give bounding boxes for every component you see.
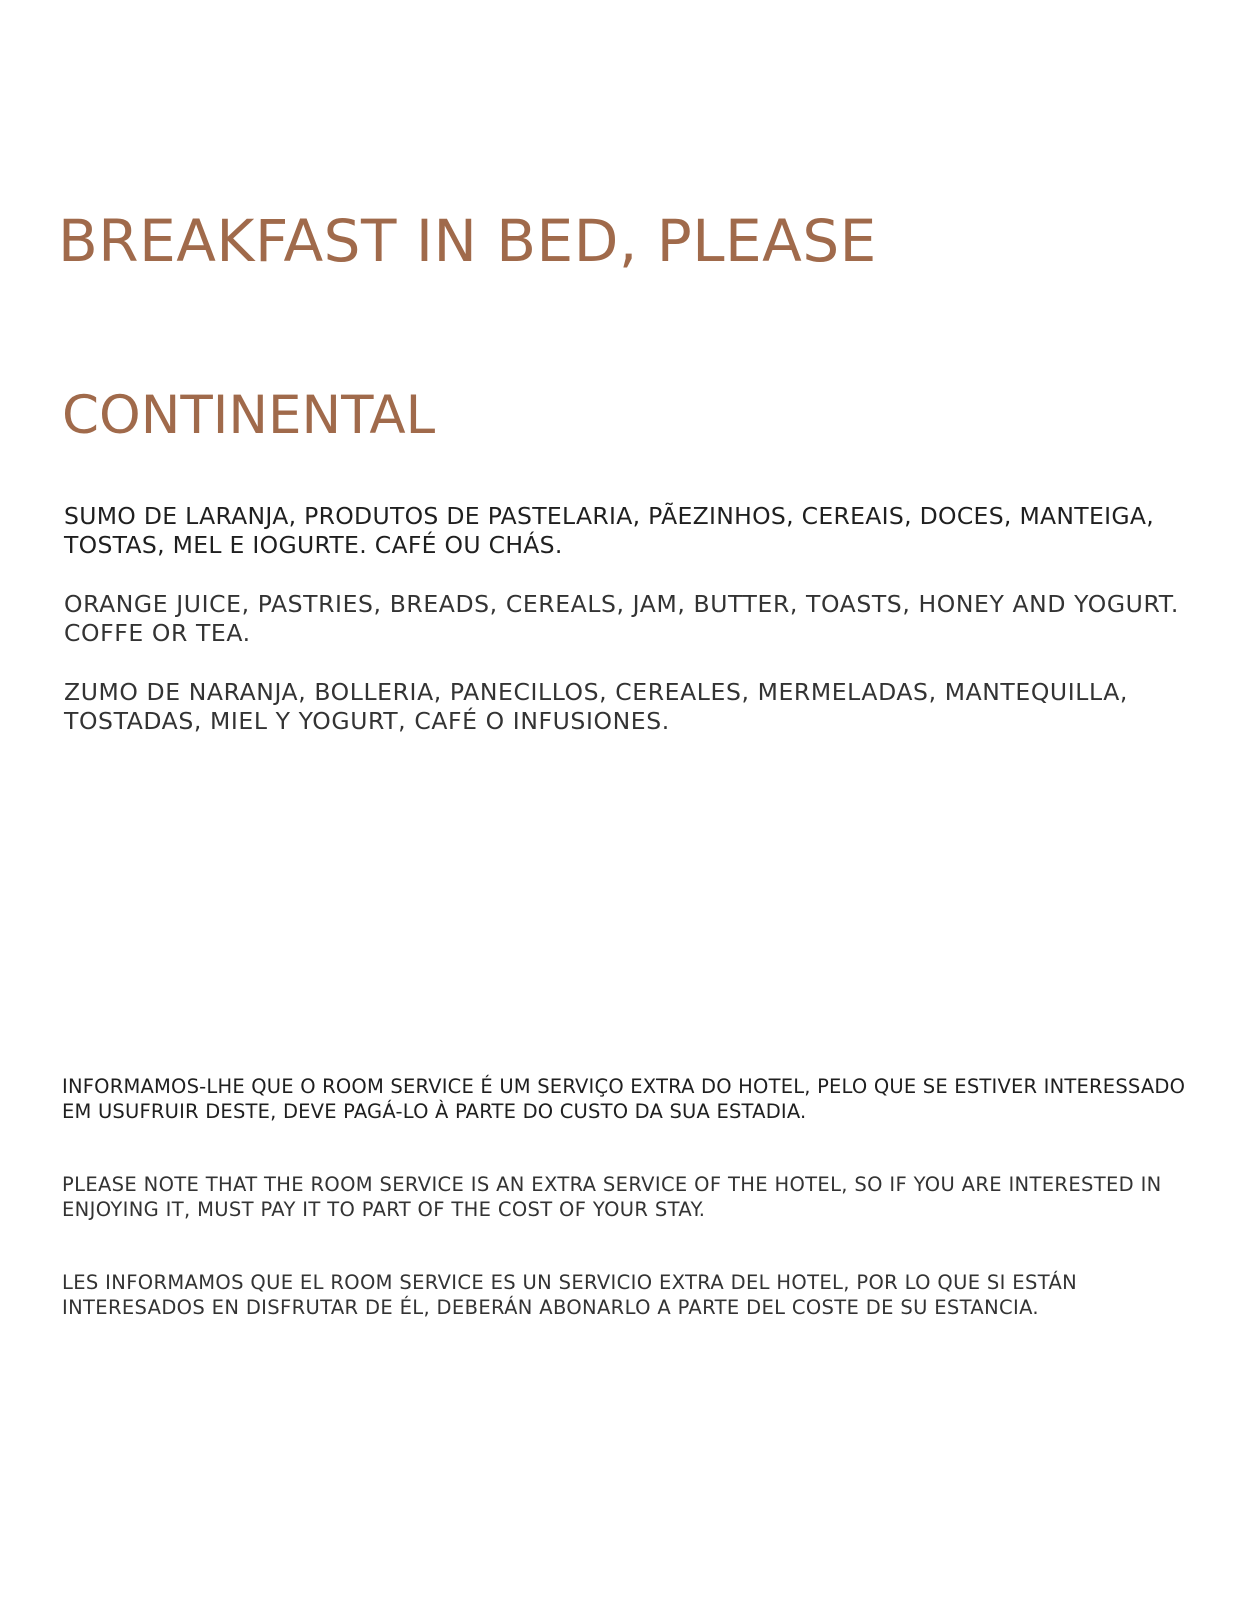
menu-description-es: ZUMO DE NARANJA, BOLLERIA, PANECILLOS, CEREALES, MERMELADAS, MANTEQUILLA, TOSTADAS, MIEL Y YOGURT, CAFÉ O INFUSIONES. — [64, 678, 1128, 735]
section-title-continental: CONTINENTAL — [62, 385, 436, 446]
room-service-notice-es: LES INFORMAMOS QUE EL ROOM SERVICE ES UN SERVICIO EXTRA DEL HOTEL, POR LO QUE SI ESTÁN INTERESADOS EN DISFRUTAR DE ÉL, DEBERÁN ABONARLO A PARTE DEL COSTE DE SU ESTANCIA. — [62, 1271, 1078, 1319]
menu-description-pt: SUMO DE LARANJA, PRODUTOS DE PASTELARIA, PÃEZINHOS, CEREAIS, DOCES, MANTEIGA, TOSTAS, MEL E IOGURTE. CAFÉ OU CHÁS. — [64, 502, 1154, 559]
page-title: BREAKFAST IN BED, PLEASE — [58, 207, 877, 275]
room-service-notice-pt: INFORMAMOS-LHE QUE O ROOM SERVICE É UM SERVIÇO EXTRA DO HOTEL, PELO QUE SE ESTIVER INTERESSADO EM USUFRUIR DESTE, DEVE PAGÁ-LO À PARTE DO CUSTO DA SUA ESTADIA. — [62, 1075, 1186, 1123]
menu-description-en: ORANGE JUICE, PASTRIES, BREADS, CEREALS, JAM, BUTTER, TOASTS, HONEY AND YOGURT. COFFE OR TEA. — [64, 590, 1179, 647]
room-service-notice-en: PLEASE NOTE THAT THE ROOM SERVICE IS AN EXTRA SERVICE OF THE HOTEL, SO IF YOU ARE INTERESTED IN ENJOYING IT, MUST PAY IT TO PART OF THE COST OF YOUR STAY. — [62, 1173, 1162, 1221]
